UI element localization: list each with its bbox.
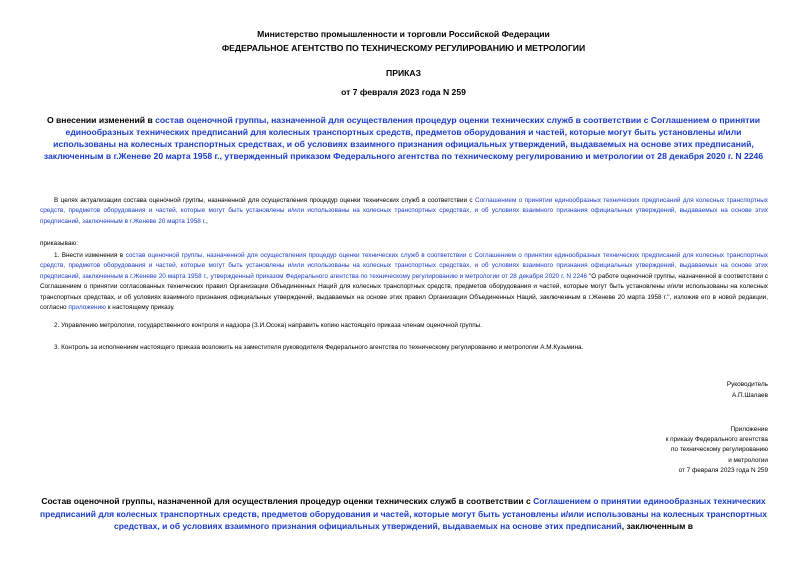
composition-title-suffix: , заключенным в <box>621 521 694 531</box>
item-2-paragraph: 2. Управлению метрологии, государственного контроля и надзора (З.И.Осока) направить копию настоящего приказа членам оценочной группы. <box>54 322 483 329</box>
appendix-line-4: от 7 февраля 2023 года N 259 <box>678 467 768 474</box>
composition-agreement-link[interactable]: Соглашением о принятии единообразных технических предписаний для колесных транспортных средств, предметов оборудования и частей, которые могут быть установлены и/или использованы на колесных транспортных средствах, и об условиях взаимного признания официальных утверждений, выдаваемых на основе этих предписаний <box>40 496 767 531</box>
signature-name: А.П.Шалаев <box>731 392 768 399</box>
document-title <box>40 114 767 162</box>
ministry-name: Министерство промышленности и торговли Российской Федерации <box>257 29 550 39</box>
item-1-middle: "О работе оценочной группы, назначенной в соответствии с Соглашением о принятии согласованных технических правил Организации Объединенных Наций для колесных транспортных средств, предметов оборудования и частей, которые могут быть установлены и/или использованы на колесных транспортных средствах, и об условиях взаимного признания официальных утверждений, выдаваемых на основе этих правил Организации Объединенных Наций, заключенным в г.Женеве 20 марта 1958 г.", изложив его в новой редакции, согласно <box>40 272 768 312</box>
document-type: ПРИКАЗ <box>386 68 421 78</box>
agreement-link[interactable]: Соглашением о принятии единообразных технических предписаний для колесных транспортных средств, предметов оборудования и частей, которые могут быть установлены и/или использованы на колесных транспортных средствах, и об условиях взаимного признания официальных утверждений, выдаваемых на основе этих предписаний, заключенным в г.Женеве 20 марта 1958 г. <box>40 197 768 225</box>
item-3-paragraph: 3. Контроль за исполнением настоящего приказа возложить на заместителя руководителя Федерального агентства по техническому регулированию и метрологии А.М.Кузьмина. <box>54 344 584 351</box>
signature-position: Руководитель <box>726 381 768 388</box>
item-1-prefix: 1. Внести изменения в <box>54 252 126 259</box>
appendix-line-3: и метрологии <box>728 457 768 464</box>
preamble-prefix: В целях актуализации состава оценочной группы, назначенной для осуществления процедур оценки технических служб в соответствии с <box>54 197 475 204</box>
composition-title <box>40 495 767 533</box>
title-link[interactable]: состав оценочной группы, назначенной для осуществления процедур оценки технических служб в соответствии с Соглашением о принятии единообразных технических предписаний для колесных транспортных средств, предметов оборудования и частей, которые могут быть установлены и/или использованы на колесных транспортных средствах, и об условиях взаимного признания официальных утверждений, выдаваемых на основе этих предписаний, заключенным в г.Женеве 20 марта 1958 г., утвержденный приказом Федерального агентства по техническому регулированию и метрологии от 28 декабря 2020 г. N 2246 <box>43 115 764 161</box>
order-word: приказываю: <box>40 240 78 247</box>
item-1-composition-link[interactable]: состав оценочной группы, назначенной для осуществления процедур оценки технических служб в соответствии с Соглашением о принятии единообразных технических предписаний для колесных транспортных средств, предметов оборудования и частей, которые могут быть установлены и/или использованы на колесных транспортных средствах, и об условиях взаимного признания официальных утверждений, выдаваемых на основе этих предписаний, заключенным в г.Женеве 20 марта 1958 г., утвержденный приказом Федерального агентства по техническому регулированию и метрологии от 28 декабря 2020 г. N 2246 <box>40 252 768 280</box>
appendix-line-1: к приказу Федерального агентства <box>665 436 768 443</box>
composition-title-prefix: Состав оценочной группы, назначенной для осуществления процедур оценки технических служб в соответствии с <box>41 496 534 506</box>
item-1-paragraph <box>40 251 768 313</box>
appendix-line-2: по техническому регулированию <box>671 446 768 453</box>
preamble-suffix: , <box>205 217 208 225</box>
agency-name: ФЕДЕРАЛЬНОЕ АГЕНТСТВО ПО ТЕХНИЧЕСКОМУ РЕГУЛИРОВАНИЮ И МЕТРОЛОГИИ <box>221 43 586 53</box>
preamble-paragraph <box>40 196 768 227</box>
appendix-link[interactable]: приложению <box>68 304 106 312</box>
item-1-suffix: к настоящему приказу. <box>105 304 175 312</box>
appendix-label: Приложение <box>730 426 768 433</box>
document-date: от 7 февраля 2023 года N 259 <box>341 87 466 97</box>
title-prefix: О внесении изменений в <box>46 115 156 125</box>
